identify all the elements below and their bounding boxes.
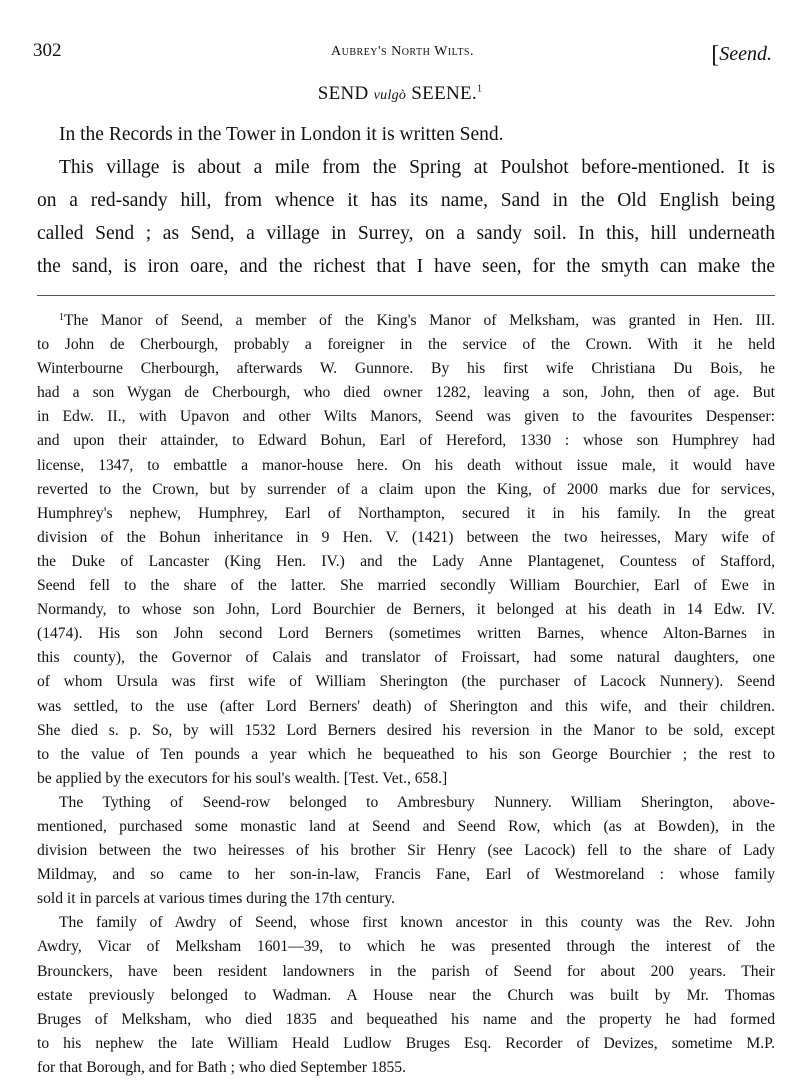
title-italic: vulgò [373,88,407,103]
footnote-line: was settled, to the use (after Lord Berners' death) of Sherington and this wife, and their children. [37,697,775,715]
footnote-line: The Tything of Seend-row belonged to Ambresbury Nunnery. William Sherington, above- [59,793,775,811]
footnote-paragraph-1 [37,306,775,791]
section-title [0,83,800,105]
footnote-line: division between the two heiresses of his brother Sir Henry (see Lacock) fell to the share of Lady [37,842,775,860]
footnote-mark: 1 [59,312,64,323]
main-text-line: called Send ; as Send, a village in Surrey, on a sandy soil. In this, hill underneath [37,223,775,244]
footnote-line: had a son Wygan de Cherbourgh, who died owner 1282, leaving a son, John, then of age. But [37,384,775,402]
footnote-line: the Duke of Lancaster (King Hen. IV.) and the Lady Anne Plantagenet, Countess of Stafford, [37,552,775,570]
footnote-line: and upon their attainder, to Edward Bohun, Earl of Hereford, 1330 : whose son Humphrey had [37,432,775,450]
section-reference [711,40,772,67]
main-text-line: This village is about a mile from the Spring at Poulshot before-mentioned. It is [59,157,775,178]
page-header [33,40,772,70]
section-bracket: [ [711,42,720,68]
footnote-line: Mildmay, and so came to her son-in-law, Francis Fane, Earl of Westmoreland : whose family [37,866,775,884]
footnote-line: Normandy, to whose son John, Lord Bourchier de Berners, it belonged at his death in 14 Edw. IV. [37,601,775,619]
title-part-1: SEND [317,83,369,104]
running-title: Aubrey's North Wilts. [331,44,474,59]
footnote-line: mentioned, purchased some monastic land at Seend and Seend Row, which (as at Bowden), in the [37,817,775,835]
footnote-line: division of the Bohun inheritance in 9 Hen. V. (1421) between the two heiresses, Mary wife of [37,528,775,546]
footnote-line: Awdry, Vicar of Melksham 1601—39, to which he was presented through the interest of the [37,938,775,956]
footnote-line: to John de Cherbourgh, probably a foreigner in the service of the Crown. With it he held [37,336,775,354]
footnote-line: (1474). His son John second Lord Berners (sometimes written Barnes, whence Alton-Barnes in [37,625,775,643]
title-footnote-mark: 1 [476,83,483,95]
footnote-line: She died s. p. So, by will 1532 Lord Berners desired his reversion in the Manor to be sold, except [37,721,775,739]
footnote-line: reverted to the Crown, but by surrender of a claim upon the King, of 2000 marks due for services, [37,480,775,498]
main-text [37,118,775,283]
footnote-line: to his nephew the late William Heald Ludlow Bruges Esq. Recorder of Devizes, sometime M.P. [37,1034,775,1052]
footnote-line: Brounckers, have been resident landowners in the parish of Seend for about 200 years. Their [37,962,775,980]
main-text-line: on a red-sandy hill, from whence it has its name, Sand in the Old English being [37,190,775,211]
footnote-paragraph-3 [37,911,775,1080]
main-text-line: In the Records in the Tower in London it is written Send. [59,124,504,145]
footnote-line: estate previously belonged to Wadman. A House near the Church was built by Mr. Thomas [37,986,775,1004]
footnote-line: in Edw. II., with Upavon and other Wilts Manors, Seend was given to the favourites Despenser: [37,408,775,426]
footnote-line: sold it in parcels at various times during the 17th century. [37,890,396,908]
footnote-line: $^1$The Manor of Seend, a member of the King's Manor of Melksham, was granted in Hen. III. [59,312,775,329]
footnote-line: Bruges of Melksham, who died 1835 and bequeathed his name and the property he had formed [37,1010,775,1028]
footnote-line: Winterbourne Cherbourgh, afterwards W. Gunnore. By his first wife Christiana Du Bois, he [37,360,775,378]
footnote-line: this county), the Governor of Calais and translator of Froissart, had some natural daughters, one [37,649,775,667]
footnote-line: The family of Awdry of Seend, whose first known ancestor in this county was the Rev. John [59,914,775,932]
footnote [37,306,775,1080]
footnote-line: of whom Ursula was first wife of William Sherington (the purchaser of Lacock Nunnery). Seend [37,673,775,691]
footnote-line: for that Borough, and for Bath ; who died September 1855. [37,1058,406,1076]
footnote-divider [37,295,775,296]
footnote-line: license, 1347, to embattle a manor-house here. On his death without issue male, it would have [37,456,775,474]
footnote-line: to the value of Ten pounds a year which he bequeathed to his son George Bourchier ; the rest to [37,745,775,763]
footnote-line: Humphrey's nephew, Humphrey, Earl of Northampton, secured it in his family. In the great [37,504,775,522]
section-reference-text: Seend. [719,43,772,65]
footnote-line: be applied by the executors for his soul's wealth. [Test. Vet., 658.] [37,769,448,787]
main-text-line: the sand, is iron oare, and the richest that I have seen, for the smyth can make the [37,256,775,277]
title-part-2: SEENE. [411,83,477,104]
page-number: 302 [33,40,62,61]
footnote-paragraph-2 [37,791,775,911]
footnote-line: Seend fell to the share of the latter. She married secondly William Bourchier, Earl of Ewe in [37,577,775,595]
